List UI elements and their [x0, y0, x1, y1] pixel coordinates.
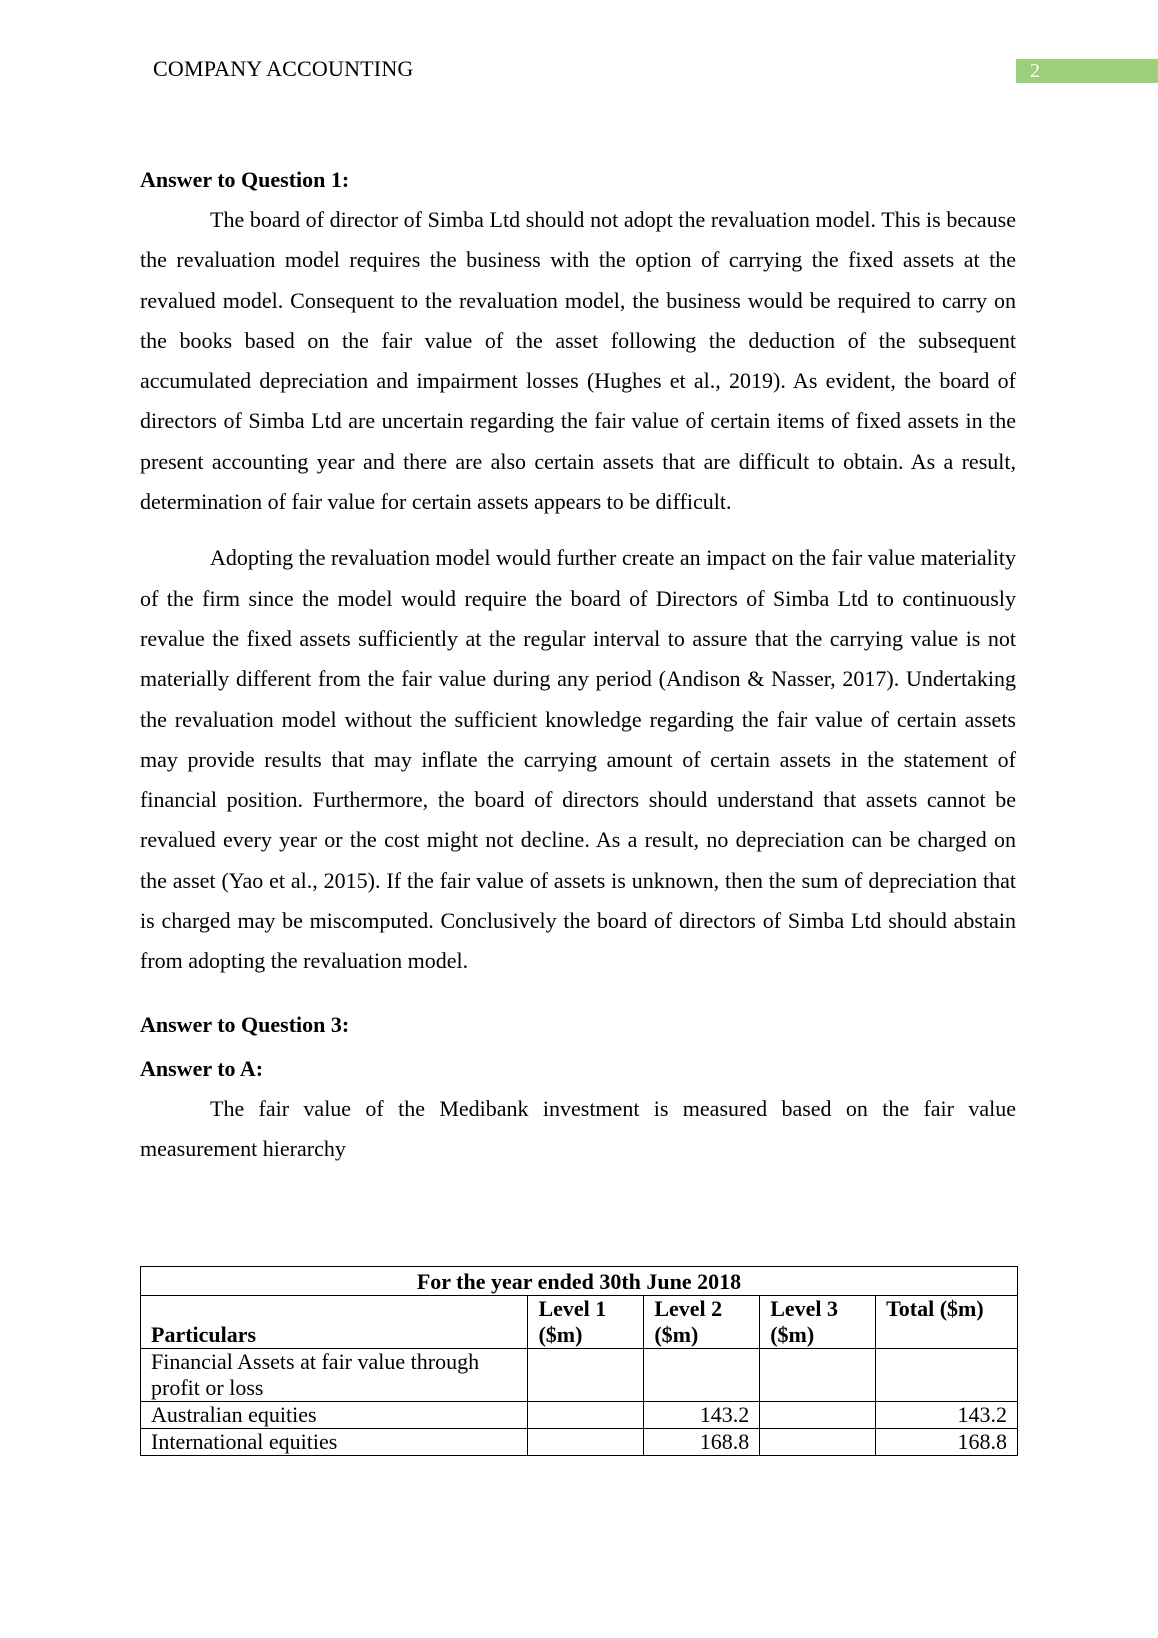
q3a-heading: Answer to A: [140, 1055, 264, 1081]
row-total [876, 1349, 1018, 1402]
header-level-1: Level 1 ($m) [528, 1296, 644, 1349]
header-level-2: Level 2 ($m) [644, 1296, 760, 1349]
row-level-3 [760, 1349, 876, 1402]
row-level-2: 143.2 [644, 1402, 760, 1429]
row-level-1 [528, 1429, 644, 1456]
q3a-paragraph: The fair value of the Medibank investment is measured based on the fair value measurement hierarchy [140, 1095, 1016, 1161]
running-header-title: COMPANY ACCOUNTING [153, 56, 414, 81]
q1-paragraph-2: Adopting the revaluation model would further create an impact on the fair value materiality of the firm since the model would require the board of Directors of Simba Ltd to continuously revalue the fixed assets sufficiently at the regular interval to assure that the carrying value is not materially different from the fair value during any period (Andison & Nasser, 2017). Undertaking the revaluation model without the sufficient knowledge regarding the fair value of certain assets may provide results that may inflate the carrying amount of certain assets in the statement of financial position. Furthermore, the board of directors should understand that assets cannot be revalued every year or the cost might not decline. As a result, no depreciation can be charged on the asset (Yao et al., 2015). If the fair value of assets is unknown, then the sum of depreciation that is charged may be miscomputed. Conclusively the board of directors of Simba Ltd should abstain from adopting the revaluation model. [140, 545, 1016, 974]
table-header-row [141, 1296, 1018, 1349]
q1-paragraph-1: The board of director of Simba Ltd should not adopt the revaluation model. This is because the revaluation model requires the business with the option of carrying the fixed assets at the revalued model. Consequent to the revaluation model, the business would be required to carry on the books based on the fair value of the asset following the deduction of the subsequent accumulated depreciation and impairment losses (Hughes et al., 2019). As evident, the board of directors of Simba Ltd are uncertain regarding the fair value of certain items of fixed assets in the present accounting year and there are also certain assets that are difficult to obtain. As a result, determination of fair value for certain assets appears to be difficult. [140, 207, 1016, 515]
row-level-1 [528, 1402, 644, 1429]
header-particulars: Particulars [141, 1296, 528, 1349]
table-row [141, 1402, 1018, 1429]
table-caption-row [141, 1267, 1018, 1296]
row-particulars: International equities [141, 1429, 528, 1456]
row-level-3 [760, 1402, 876, 1429]
row-total: 168.8 [876, 1429, 1018, 1456]
row-level-2 [644, 1349, 760, 1402]
row-particulars: Australian equities [141, 1402, 528, 1429]
header-level-3: Level 3 ($m) [760, 1296, 876, 1349]
row-particulars: Financial Assets at fair value through profit or loss [141, 1349, 528, 1402]
document-body [140, 160, 1016, 1169]
row-level-1 [528, 1349, 644, 1402]
row-level-3 [760, 1429, 876, 1456]
header-total: Total ($m) [876, 1296, 1018, 1349]
fair-value-table [140, 1266, 1018, 1456]
q1-heading: Answer to Question 1: [140, 167, 350, 192]
page-number-badge [1016, 59, 1158, 83]
table-caption: For the year ended 30th June 2018 [141, 1267, 1018, 1296]
table-row [141, 1429, 1018, 1456]
table-row [141, 1349, 1018, 1402]
row-level-2: 168.8 [644, 1429, 760, 1456]
page-number: 2 [1030, 60, 1040, 82]
q3-heading: Answer to Question 3: [140, 1011, 350, 1037]
row-total: 143.2 [876, 1402, 1018, 1429]
